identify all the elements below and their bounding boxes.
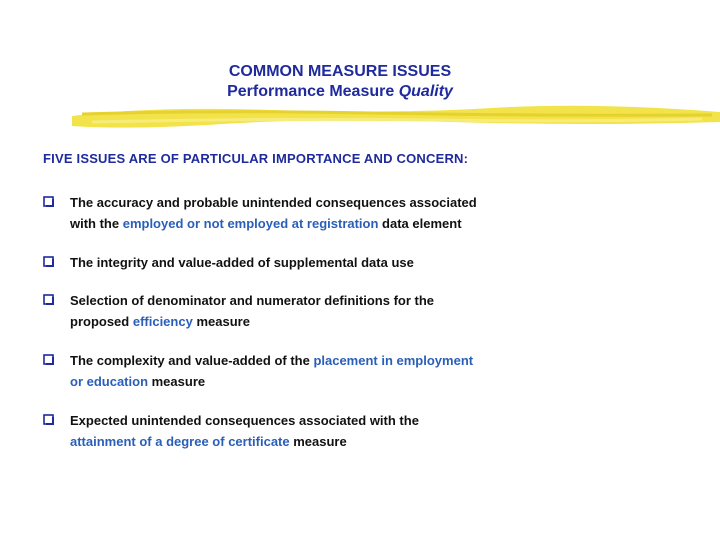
item-line: attainment of a degree of certificate measure <box>70 434 347 449</box>
item-line: The complexity and value-added of the placement in employment <box>70 353 474 368</box>
section-heading: FIVE ISSUES ARE OF PARTICULAR IMPORTANCE AND CONCERN: <box>43 151 469 166</box>
checkbox-square-icon <box>43 294 55 306</box>
highlight-text: efficiency <box>132 314 193 329</box>
slide-title: COMMON MEASURE ISSUES <box>228 63 452 80</box>
highlight-text: attainment of a degree of certificate <box>70 434 290 449</box>
checkbox-square-icon <box>43 256 55 268</box>
item-line: or education measure <box>70 374 206 389</box>
highlight-text: or education <box>70 374 149 389</box>
checkbox-square-icon <box>43 354 55 366</box>
highlight-text: employed or not employed at registration <box>122 216 379 231</box>
subtitle-italic: Quality <box>398 83 453 100</box>
item-line: The integrity and value-added of supplemental data use <box>70 255 414 270</box>
item-line: Expected unintended consequences associated with the <box>70 413 419 428</box>
list-item <box>43 192 683 234</box>
item-line: Selection of denominator and numerator definitions for the <box>70 293 435 308</box>
title-block <box>0 62 680 102</box>
highlighter-underline <box>72 100 720 130</box>
list-item <box>43 290 683 332</box>
item-line: with the employed or not employed at registration data element <box>70 216 462 231</box>
list-item <box>43 410 683 452</box>
checkbox-square-icon <box>43 414 55 426</box>
slide-subtitle <box>0 82 680 102</box>
item-line: The accuracy and probable unintended consequences associated <box>70 195 477 210</box>
highlight-text: placement in employment <box>313 353 474 368</box>
list-item <box>43 252 683 273</box>
subtitle-main: Performance Measure <box>227 83 395 100</box>
list-item <box>43 350 683 392</box>
item-line: proposed efficiency measure <box>70 314 250 329</box>
checkbox-square-icon <box>43 196 55 208</box>
